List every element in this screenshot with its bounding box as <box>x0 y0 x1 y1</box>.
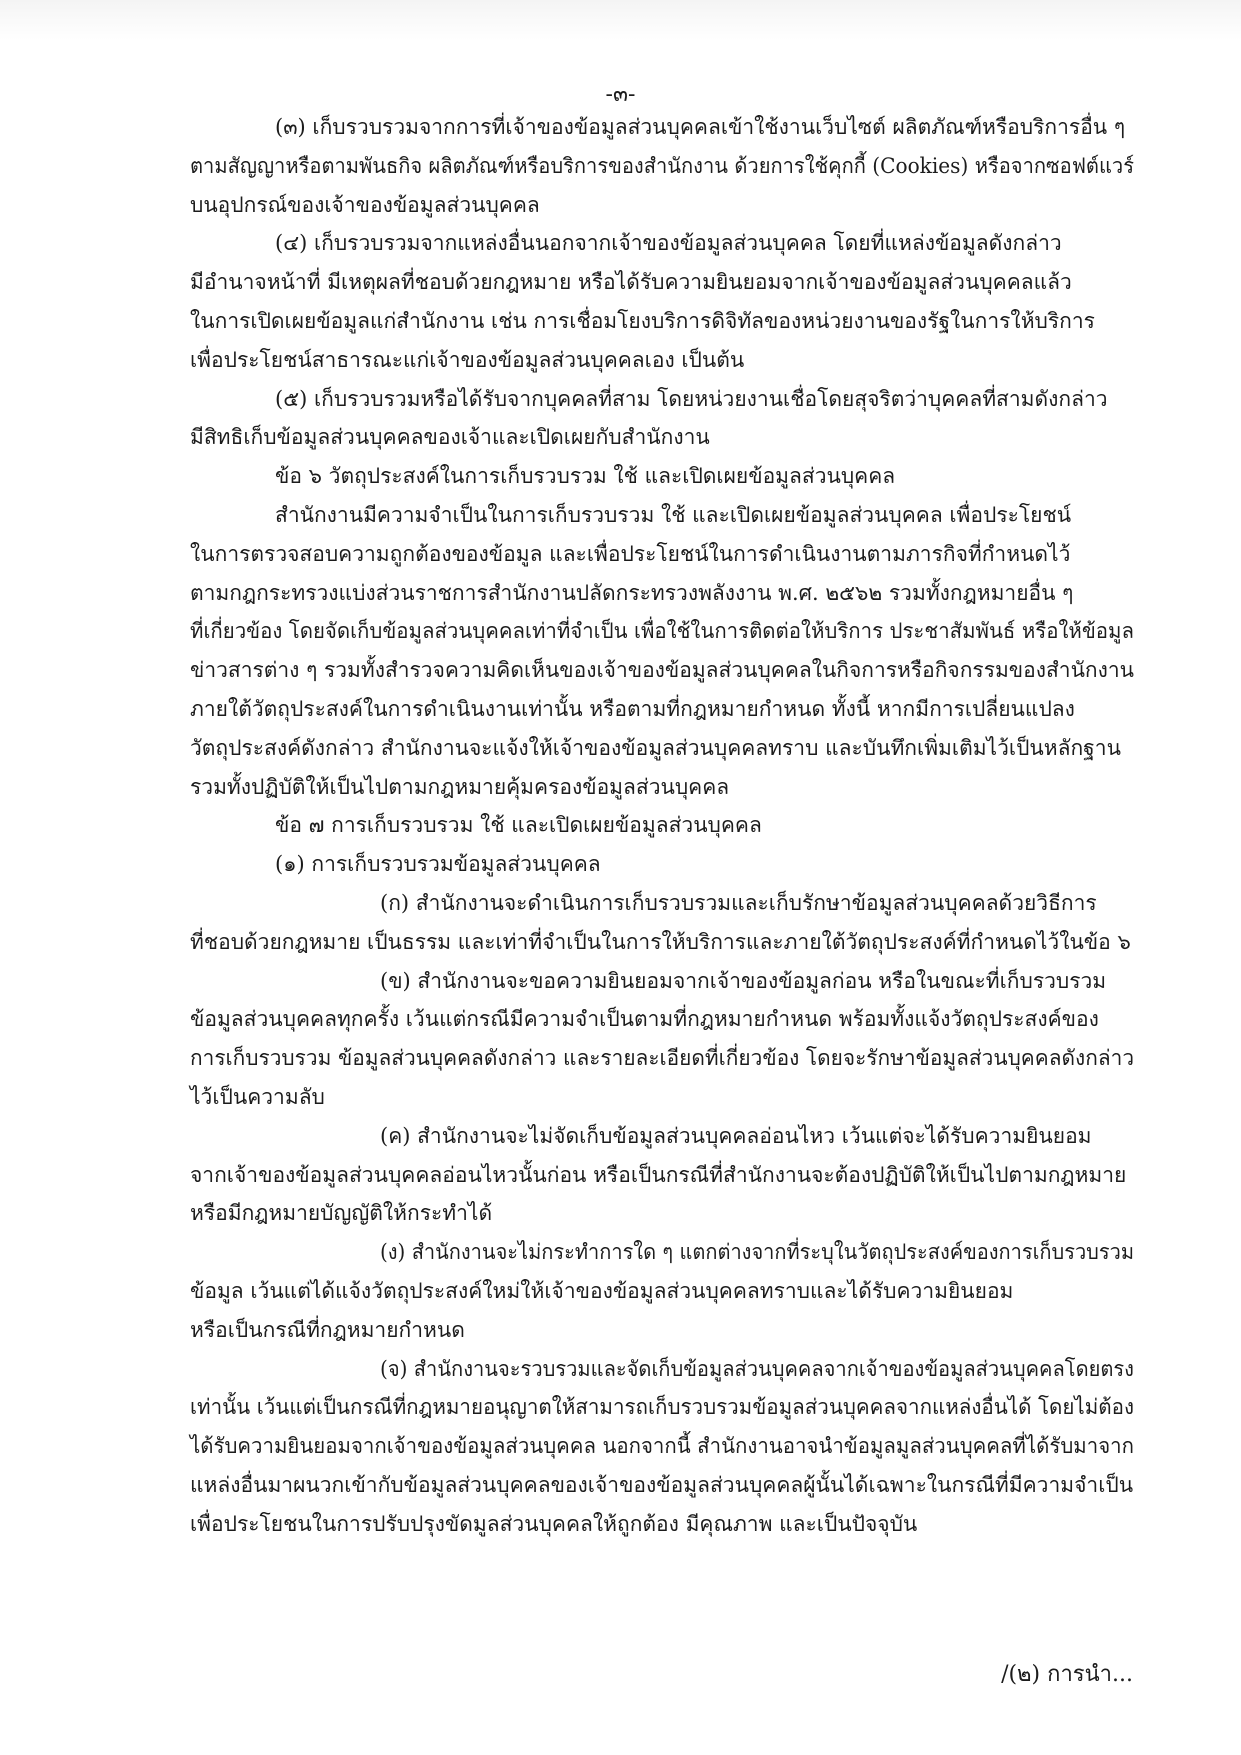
text-line <box>190 1505 1134 1544</box>
text-line <box>190 380 1134 419</box>
text-line <box>190 923 1134 962</box>
text-line <box>190 690 1134 729</box>
text-line <box>190 1466 1134 1505</box>
text-line-content: (๑) การเก็บรวบรวมข้อมูลส่วนบุคคล <box>275 852 601 877</box>
text-line-content: การเก็บรวบรวม ข้อมูลส่วนบุคคลดังกล่าว และรายละเอียดที่เกี่ยวข้อง โดยจะรักษาข้อมูลส่วนบุคคลดังกล่าว <box>190 1046 1135 1071</box>
text-line-content: เพื่อประโยชน์สาธารณะแก่เจ้าของข้อมูลส่วนบุคคลเอง เป็นต้น <box>190 347 745 372</box>
text-line <box>190 1350 1134 1389</box>
text-line <box>190 1000 1134 1039</box>
text-line <box>190 651 1134 690</box>
text-line-content: (ง) สำนักงานจะไม่กระทำการใด ๆ แตกต่างจากที่ระบุในวัตถุประสงค์ของการเก็บรวบรวม <box>380 1240 1135 1265</box>
text-line <box>190 224 1134 263</box>
text-line-content: (ค) สำนักงานจะไม่จัดเก็บข้อมูลส่วนบุคคลอ่อนไหว เว้นแต่จะได้รับความยินยอม <box>380 1123 1092 1148</box>
text-line <box>190 1039 1134 1078</box>
text-line-content: จากเจ้าของข้อมูลส่วนบุคคลอ่อนไหวนั้นก่อน หรือเป็นกรณีที่สำนักงานจะต้องปฏิบัติให้เป็นไปตามกฎหมาย <box>190 1162 1127 1187</box>
text-line <box>190 418 1134 457</box>
text-line <box>190 535 1134 574</box>
text-line <box>190 1388 1134 1427</box>
text-line <box>190 1311 1134 1350</box>
text-line-content: (จ) สำนักงานจะรวบรวมและจัดเก็บข้อมูลส่วนบุคคลจากเจ้าของข้อมูลส่วนบุคคลโดยตรง <box>380 1356 1134 1381</box>
text-line-content: ข่าวสารต่าง ๆ รวมทั้งสำรวจความคิดเห็นของเจ้าของข้อมูลส่วนบุคคลในกิจการหรือกิจกรรมของสำนักงาน <box>190 658 1134 683</box>
text-line-content: แหล่งอื่นมาผนวกเข้ากับข้อมูลส่วนบุคคลของเจ้าของข้อมูลส่วนบุคคลผู้นั้นได้เฉพาะในกรณีที่มีความจำเป็น <box>190 1472 1134 1497</box>
scan-shadow <box>0 0 1241 40</box>
text-line <box>190 1078 1134 1117</box>
text-line <box>190 1233 1134 1272</box>
text-line-content: ได้รับความยินยอมจากเจ้าของข้อมูลส่วนบุคคล นอกจากนี้ สำนักงานอาจนำข้อมูลมูลส่วนบุคคลที่ได้รับมาจาก <box>190 1434 1134 1459</box>
text-line <box>190 1272 1134 1311</box>
text-line-content: ที่ชอบด้วยกฎหมาย เป็นธรรม และเท่าที่จำเป็นในการให้บริการและภายใต้วัตถุประสงค์ที่กำหนดไว้ในข้อ ๖ <box>190 929 1131 954</box>
text-line-content: ตามสัญญาหรือตามพันธกิจ ผลิตภัณฑ์หรือบริการของสำนักงาน ด้วยการใช้คุกกี้ (Cookies) หรือจากซอฟต์แวร์ <box>190 153 1134 178</box>
continuation-footer: /(๒) การนำ... <box>1001 1662 1133 1687</box>
text-line <box>190 341 1134 380</box>
text-line-content: ตามกฎกระทรวงแบ่งส่วนราชการสำนักงานปลัดกระทรวงพลังงาน พ.ศ. ๒๕๖๒ รวมทั้งกฎหมายอื่น ๆ <box>190 580 1074 605</box>
text-line-content: เพื่อประโยชนในการปรับปรุงขัดมูลส่วนบุคคลให้ถูกต้อง มีคุณภาพ และเป็นปัจจุบัน <box>190 1511 918 1536</box>
text-line-content: (ก) สำนักงานจะดำเนินการเก็บรวบรวมและเก็บรักษาข้อมูลส่วนบุคคลด้วยวิธีการ <box>380 890 1097 915</box>
text-line-content: วัตถุประสงค์ดังกล่าว สำนักงานจะแจ้งให้เจ้าของข้อมูลส่วนบุคคลทราบ และบันทึกเพิ่มเติมไว้เป็นหลักฐาน <box>190 735 1121 760</box>
text-line <box>190 263 1134 302</box>
text-line-content: รวมทั้งปฏิบัติให้เป็นไปตามกฎหมายคุ้มครองข้อมูลส่วนบุคคล <box>190 774 730 799</box>
text-line <box>190 1156 1134 1195</box>
text-line-content: ในการตรวจสอบความถูกต้องของข้อมูล และเพื่อประโยชน์ในการดำเนินงานตามภารกิจที่กำหนดไว้ <box>190 541 1071 566</box>
text-line-content: หรือเป็นกรณีที่กฎหมายกำหนด <box>190 1317 465 1342</box>
text-line-content: ภายใต้วัตถุประสงค์ในการดำเนินงานเท่านั้น หรือตามที่กฎหมายกำหนด ทั้งนี้ หากมีการเปลี่ยนแปลง <box>190 696 1075 721</box>
text-line-content: มีสิทธิเก็บข้อมูลส่วนบุคคลของเจ้าและเปิดเผยกับสำนักงาน <box>190 425 710 450</box>
text-line-content: ข้อ ๖ วัตถุประสงค์ในการเก็บรวบรวม ใช้ และเปิดเผยข้อมูลส่วนบุคคล <box>275 464 896 489</box>
text-line-content: (๓) เก็บรวบรวมจากการที่เจ้าของข้อมูลส่วนบุคคลเข้าใช้งานเว็บไซต์ ผลิตภัณฑ์หรือบริการอื่น ๆ <box>275 115 1126 139</box>
text-line <box>190 1117 1134 1156</box>
text-line-content: ไว้เป็นความลับ <box>190 1084 325 1109</box>
text-line <box>190 574 1134 613</box>
text-line <box>190 186 1134 225</box>
text-line-content: เท่านั้น เว้นแต่เป็นกรณีที่กฎหมายอนุญาตให้สามารถเก็บรวบรวมข้อมูลส่วนบุคคลจากแหล่งอื่นได้ โดยไม่ต้อง <box>190 1395 1135 1420</box>
text-line <box>190 496 1134 535</box>
text-line <box>190 1194 1134 1233</box>
text-line <box>190 729 1134 768</box>
text-line <box>190 612 1134 651</box>
text-line-content: (๔) เก็บรวบรวมจากแหล่งอื่นนอกจากเจ้าของข้อมูลส่วนบุคคล โดยที่แหล่งข้อมูลดังกล่าว <box>275 231 1062 256</box>
text-line-content: (ข) สำนักงานจะขอความยินยอมจากเจ้าของข้อมูลก่อน หรือในขณะที่เก็บรวบรวม <box>380 968 1107 993</box>
text-line-content: หรือมีกฎหมายบัญญัติให้กระทำได้ <box>190 1201 493 1226</box>
text-line <box>190 1427 1134 1466</box>
text-line <box>190 457 1134 496</box>
document-body <box>190 108 1134 1543</box>
text-line <box>190 147 1134 186</box>
text-line <box>190 884 1134 923</box>
text-line <box>190 845 1134 884</box>
text-line-content: บนอุปกรณ์ของเจ้าของข้อมูลส่วนบุคคล <box>190 192 540 217</box>
page-number: -๓- <box>605 82 636 107</box>
text-line-content: ในการเปิดเผยข้อมูลแก่สำนักงาน เช่น การเชื่อมโยงบริการดิจิทัลของหน่วยงานของรัฐในการให้บริการ <box>190 308 1095 333</box>
text-line-content: (๕) เก็บรวบรวมหรือได้รับจากบุคคลที่สาม โดยหน่วยงานเชื่อโดยสุจริตว่าบุคคลที่สามดังกล่าว <box>275 386 1108 411</box>
text-line-content: สำนักงานมีความจำเป็นในการเก็บรวบรวม ใช้ และเปิดเผยข้อมูลส่วนบุคคล เพื่อประโยชน์ <box>275 502 1072 527</box>
text-line <box>190 962 1134 1001</box>
text-line-content: ที่เกี่ยวข้อง โดยจัดเก็บข้อมูลส่วนบุคคลเท่าที่จำเป็น เพื่อใช้ในการติดต่อให้บริการ ประชาสัมพันธ์ หรือให้ข้อมูล <box>190 619 1134 644</box>
text-line <box>190 806 1134 845</box>
text-line-content: ข้อมูล เว้นแต่ได้แจ้งวัตถุประสงค์ใหม่ให้เจ้าของข้อมูลส่วนบุคคลทราบและได้รับความยินยอม <box>190 1278 1014 1303</box>
text-line-content: ข้อมูลส่วนบุคคลทุกครั้ง เว้นแต่กรณีมีความจำเป็นตามที่กฎหมายกำหนด พร้อมทั้งแจ้งวัตถุประสงค์ของ <box>190 1007 1099 1032</box>
text-line <box>190 302 1134 341</box>
text-line <box>190 768 1134 807</box>
text-line <box>190 108 1134 147</box>
text-line-content: ข้อ ๗ การเก็บรวบรวม ใช้ และเปิดเผยข้อมูลส่วนบุคคล <box>275 813 762 838</box>
text-line-content: มีอำนาจหน้าที่ มีเหตุผลที่ชอบด้วยกฎหมาย หรือได้รับความยินยอมจากเจ้าของข้อมูลส่วนบุคคลแล้ว <box>190 270 1072 295</box>
